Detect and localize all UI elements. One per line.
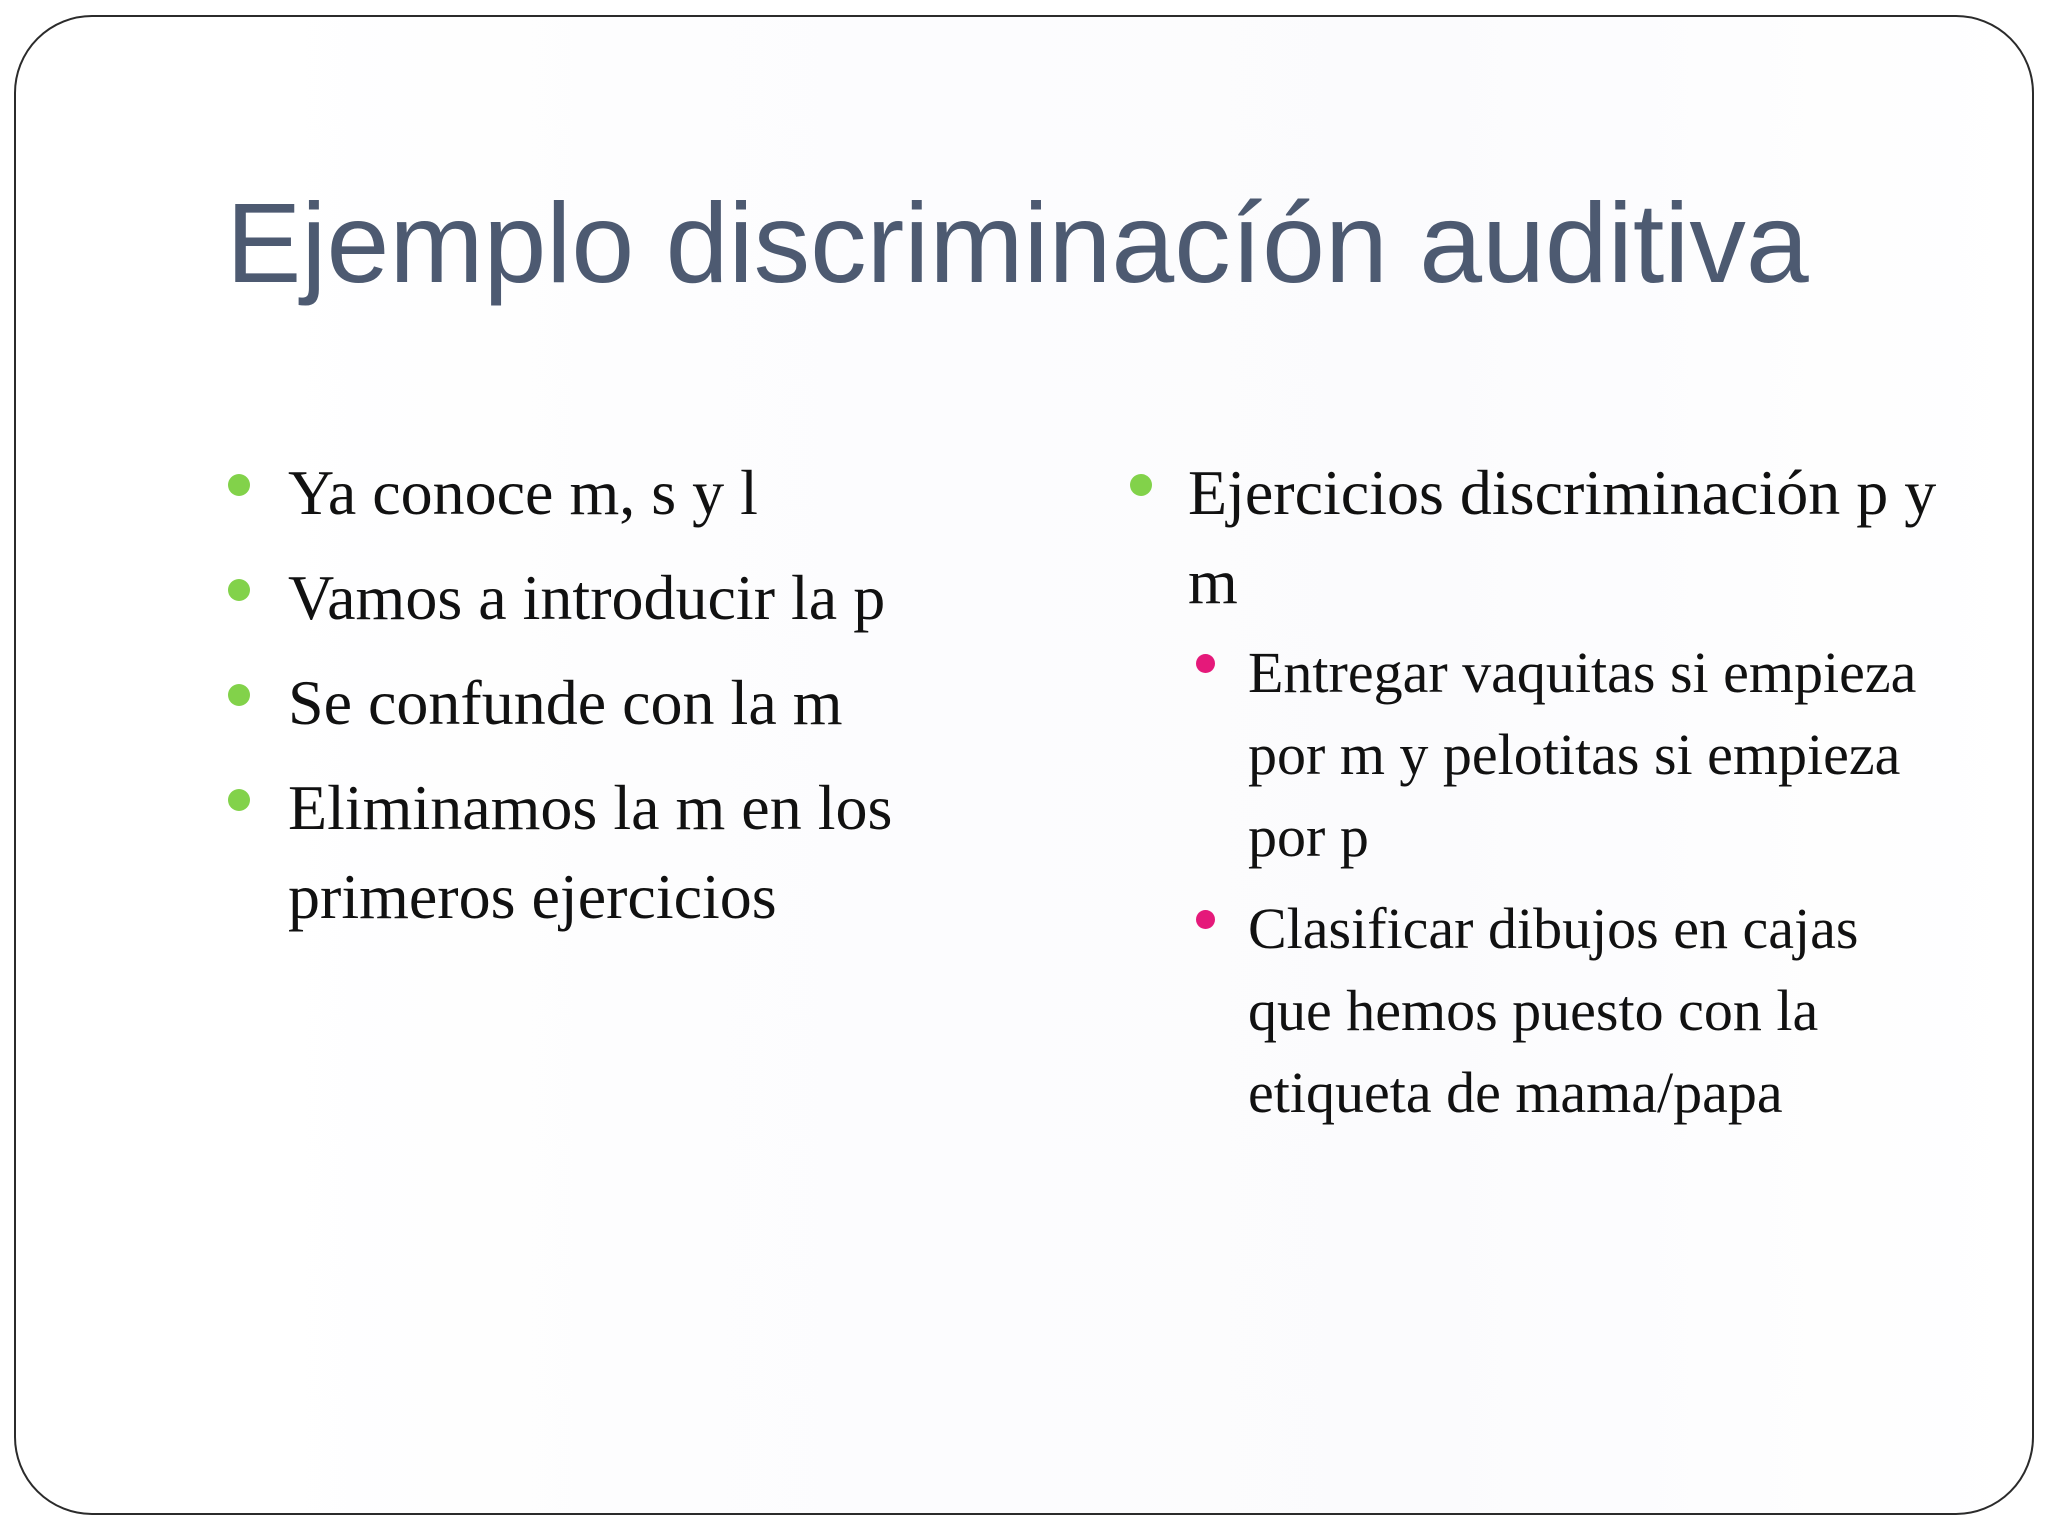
sub-bullet-dot-icon: [1196, 910, 1215, 929]
bullet-dot-icon: [228, 789, 250, 811]
sub-bullet-list: [1188, 632, 1948, 1134]
sub-list-item-text: Entregar vaquitas si empieza por m y pelotitas si empieza por p: [1248, 640, 1917, 869]
list-item: [226, 763, 1006, 941]
right-bullet-list: [1128, 448, 1948, 1134]
list-item: [1128, 448, 1948, 1134]
right-column: [1128, 448, 1948, 1150]
sub-list-item: [1188, 888, 1948, 1134]
list-item: [226, 553, 1006, 642]
bullet-dot-icon: [228, 579, 250, 601]
list-item-text: Ejercicios discriminación p y m: [1188, 457, 1937, 617]
left-bullet-list: [226, 448, 1006, 941]
bullet-dot-icon: [1130, 474, 1152, 496]
list-item: [226, 658, 1006, 747]
bullet-dot-icon: [228, 474, 250, 496]
list-item-text: Vamos a introducir la p: [288, 562, 886, 633]
slide-title: Ejemplo discriminacíón auditiva: [226, 180, 1809, 306]
bullet-dot-icon: [228, 684, 250, 706]
sub-list-item-text: Clasificar dibujos en cajas que hemos puesto con la etiqueta de mama/papa: [1248, 896, 1859, 1125]
list-item-text: Eliminamos la m en los primeros ejercicios: [288, 772, 893, 932]
sub-bullet-dot-icon: [1196, 654, 1215, 673]
list-item: [226, 448, 1006, 537]
left-column: [226, 448, 1006, 957]
list-item-text: Se confunde con la m: [288, 667, 843, 738]
list-item-text: Ya conoce m, s y l: [288, 457, 758, 528]
sub-list-item: [1188, 632, 1948, 878]
